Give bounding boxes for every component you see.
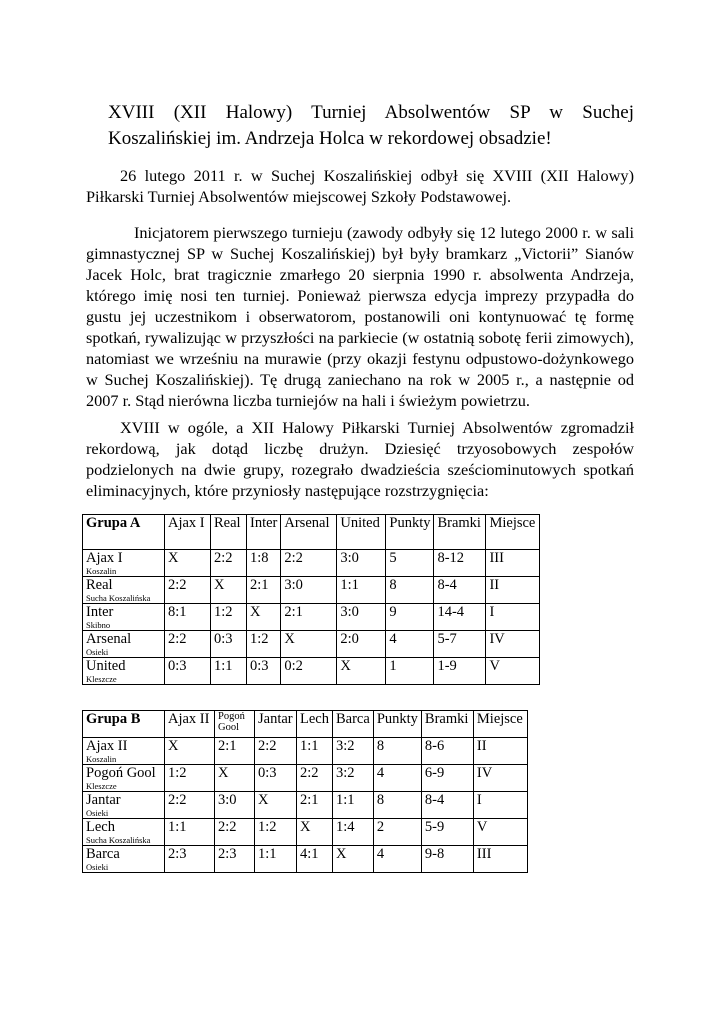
group-a-table xyxy=(82,514,540,685)
table-cell: 2:2 xyxy=(165,631,211,658)
table-cell: IV xyxy=(486,631,540,658)
team-name: Pogoń Gool xyxy=(86,765,156,781)
table-row xyxy=(83,846,528,873)
table-cell: 0:3 xyxy=(255,765,297,792)
table-row xyxy=(83,631,540,658)
team-name: Ajax II xyxy=(86,738,128,754)
table-header-row xyxy=(83,515,540,550)
team-name: Arsenal xyxy=(86,631,132,647)
table-cell: 4:1 xyxy=(297,846,333,873)
team-cell xyxy=(83,577,165,604)
table-cell: 3:0 xyxy=(281,577,337,604)
header-cell: Miejsce xyxy=(473,711,527,738)
table-cell: 1:1 xyxy=(255,846,297,873)
header-cell: Ajax II xyxy=(165,711,215,738)
table-cell: 1:2 xyxy=(247,631,281,658)
table-cell: 1:1 xyxy=(297,738,333,765)
table-cell: 4 xyxy=(373,846,421,873)
header-cell: Ajax I xyxy=(165,515,211,550)
table-cell: 6-9 xyxy=(421,765,473,792)
table-cell: 8-4 xyxy=(421,792,473,819)
team-name: Real xyxy=(86,577,113,593)
table-cell: 8-4 xyxy=(434,577,486,604)
table-cell: 4 xyxy=(373,765,421,792)
table-cell: 0:3 xyxy=(211,631,247,658)
team-name: United xyxy=(86,658,126,674)
table-cell: 2:2 xyxy=(255,738,297,765)
header-cell: Punkty xyxy=(386,515,434,550)
table-cell: 3:2 xyxy=(333,738,374,765)
team-name: Ajax I xyxy=(86,550,123,566)
team-cell xyxy=(83,792,165,819)
paragraph-intro: 26 lutego 2011 r. w Suchej Koszalińskiej odbył się XVIII (XII Halowy) Piłkarski Turniej Absolwentów miejscowej Szkoły Podstawowej. xyxy=(86,166,634,206)
header-cell: Miejsce xyxy=(486,515,540,550)
table-cell: 2:3 xyxy=(215,846,255,873)
table-cell: 2:0 xyxy=(337,631,386,658)
table-cell: 1-9 xyxy=(434,658,486,685)
table-cell: I xyxy=(486,604,540,631)
table-cell: 2:2 xyxy=(165,577,211,604)
table-cell: X xyxy=(165,738,215,765)
header-cell: Lech xyxy=(297,711,333,738)
table-cell: 8:1 xyxy=(165,604,211,631)
table-cell: 1:2 xyxy=(165,765,215,792)
header-cell: Barca xyxy=(333,711,374,738)
table-cell: X xyxy=(215,765,255,792)
team-location: Koszalin xyxy=(86,566,117,576)
paragraph-results: XVIII w ogóle, a XII Halowy Piłkarski Turniej Absolwentów zgromadził rekordową, jak dotąd liczbę drużyn. Dziesięć trzyosobowych zespołów podzielonych na dwie grupy, rozegrało dwadzieścia sześciominutowych spotkań eliminacyjnych, które przyniosły następujące rozstrzygnięcia: xyxy=(86,418,634,500)
table-cell: I xyxy=(473,792,527,819)
table-row xyxy=(83,604,540,631)
table-cell: 3:0 xyxy=(215,792,255,819)
table-cell: 2 xyxy=(373,819,421,846)
table-cell: 1:2 xyxy=(211,604,247,631)
table-cell: 1:1 xyxy=(337,577,386,604)
table-cell: 0:3 xyxy=(247,658,281,685)
table-cell: 2:1 xyxy=(297,792,333,819)
table-cell: 0:2 xyxy=(281,658,337,685)
table-cell: III xyxy=(486,550,540,577)
table-cell: 2:3 xyxy=(165,846,215,873)
table-cell: 8 xyxy=(373,792,421,819)
table-cell: 1:4 xyxy=(333,819,374,846)
team-cell xyxy=(83,631,165,658)
table-cell: 1:1 xyxy=(211,658,247,685)
header-cell: Grupa B xyxy=(83,711,165,738)
table-cell: 2:2 xyxy=(211,550,247,577)
table-cell: X xyxy=(211,577,247,604)
table-cell: 14-4 xyxy=(434,604,486,631)
header-cell: Arsenal xyxy=(281,515,337,550)
team-cell xyxy=(83,765,165,792)
table-row xyxy=(83,765,528,792)
table-cell: X xyxy=(247,604,281,631)
team-cell xyxy=(83,604,165,631)
table-row xyxy=(83,792,528,819)
table-cell: 0:3 xyxy=(165,658,211,685)
table-cell: 2:1 xyxy=(215,738,255,765)
team-location: Osieki xyxy=(86,647,109,657)
table-cell: 2:1 xyxy=(281,604,337,631)
header-cell: Bramki xyxy=(434,515,486,550)
team-location: Kleszcze xyxy=(86,781,117,791)
team-cell xyxy=(83,819,165,846)
team-cell xyxy=(83,550,165,577)
table-cell: 1:8 xyxy=(247,550,281,577)
header-cell: Pogoń Gool xyxy=(215,711,255,738)
header-cell: United xyxy=(337,515,386,550)
table-cell: IV xyxy=(473,765,527,792)
table-cell: X xyxy=(281,631,337,658)
header-cell: Real xyxy=(211,515,247,550)
table-cell: 1:1 xyxy=(333,792,374,819)
team-cell xyxy=(83,658,165,685)
table-cell: 2:2 xyxy=(297,765,333,792)
table-row xyxy=(83,550,540,577)
table-row xyxy=(83,658,540,685)
team-location: Sucha Koszalińska xyxy=(86,593,151,603)
table-row xyxy=(83,577,540,604)
team-name: Lech xyxy=(86,819,115,835)
table-cell: 2:2 xyxy=(165,792,215,819)
header-cell: Inter xyxy=(247,515,281,550)
table-cell: V xyxy=(486,658,540,685)
table-cell: 2:2 xyxy=(215,819,255,846)
table-cell: 2:2 xyxy=(281,550,337,577)
table-header-row xyxy=(83,711,528,738)
table-cell: II xyxy=(473,738,527,765)
table-cell: 1 xyxy=(386,658,434,685)
table-row xyxy=(83,738,528,765)
team-cell xyxy=(83,846,165,873)
table-cell: 9-8 xyxy=(421,846,473,873)
team-location: Kleszcze xyxy=(86,674,117,684)
table-cell: 4 xyxy=(386,631,434,658)
team-location: Osieki xyxy=(86,862,109,872)
header-cell: Grupa A xyxy=(83,515,165,550)
team-name: Barca xyxy=(86,846,120,862)
table-cell: X xyxy=(165,550,211,577)
team-location: Skibno xyxy=(86,620,111,630)
table-cell: 8 xyxy=(386,577,434,604)
table-cell: 3:0 xyxy=(337,604,386,631)
table-cell: 5-9 xyxy=(421,819,473,846)
header-cell: Jantar xyxy=(255,711,297,738)
team-name: Jantar xyxy=(86,792,121,808)
table-cell: 1:1 xyxy=(165,819,215,846)
team-cell xyxy=(83,738,165,765)
paragraph-history: Inicjatorem pierwszego turnieju (zawody odbyły się 12 lutego 2000 r. w sali gimnastycznej SP w Suchej Koszalińskiej) był były bramkarz „Victorii” Sianów Jacek Holc, brat tragicznie zmarłego 20 sierpnia 1990 r. absolwenta Andrzeja, którego imię nosi ten turniej. Ponieważ pierwsza edycja imprezy przypadła do gustu jej uczestnikom i obserwatorom, postanowili oni kontynuować tę formę spotkań, rywalizując w przyszłości na parkiecie (w ostatnią sobotę ferii zimowych), natomiast we wrześniu na murawie (przy okazji festynu odpustowo-dożynkowego w Suchej Koszalińskiej). Tę drugą zaniechano na rok w 2005 r., a następnie od 2007 r. Stąd nierówna liczba turniejów na hali i świeżym powietrzu. xyxy=(86,223,634,410)
team-location: Osieki xyxy=(86,808,109,818)
table-cell: 8 xyxy=(373,738,421,765)
table-cell: 2:1 xyxy=(247,577,281,604)
table-cell: X xyxy=(255,792,297,819)
table-cell: X xyxy=(337,658,386,685)
group-b-table xyxy=(82,710,528,873)
table-cell: 9 xyxy=(386,604,434,631)
team-name: Inter xyxy=(86,604,114,620)
table-cell: 8-12 xyxy=(434,550,486,577)
header-cell: Punkty xyxy=(373,711,421,738)
table-cell: 3:2 xyxy=(333,765,374,792)
header-cell: Bramki xyxy=(421,711,473,738)
table-cell: 3:0 xyxy=(337,550,386,577)
table-cell: V xyxy=(473,819,527,846)
table-row xyxy=(83,819,528,846)
table-cell: X xyxy=(297,819,333,846)
table-cell: III xyxy=(473,846,527,873)
table-cell: 5-7 xyxy=(434,631,486,658)
table-cell: 5 xyxy=(386,550,434,577)
page-title: XVIII (XII Halowy) Turniej Absolwentów SP w Suchej Koszalińskiej im. Andrzeja Holca w rekordowej obsadzie! xyxy=(108,102,634,149)
table-cell: II xyxy=(486,577,540,604)
table-cell: 1:2 xyxy=(255,819,297,846)
table-cell: X xyxy=(333,846,374,873)
team-location: Koszalin xyxy=(86,754,117,764)
team-location: Sucha Koszalińska xyxy=(86,835,151,845)
table-cell: 8-6 xyxy=(421,738,473,765)
